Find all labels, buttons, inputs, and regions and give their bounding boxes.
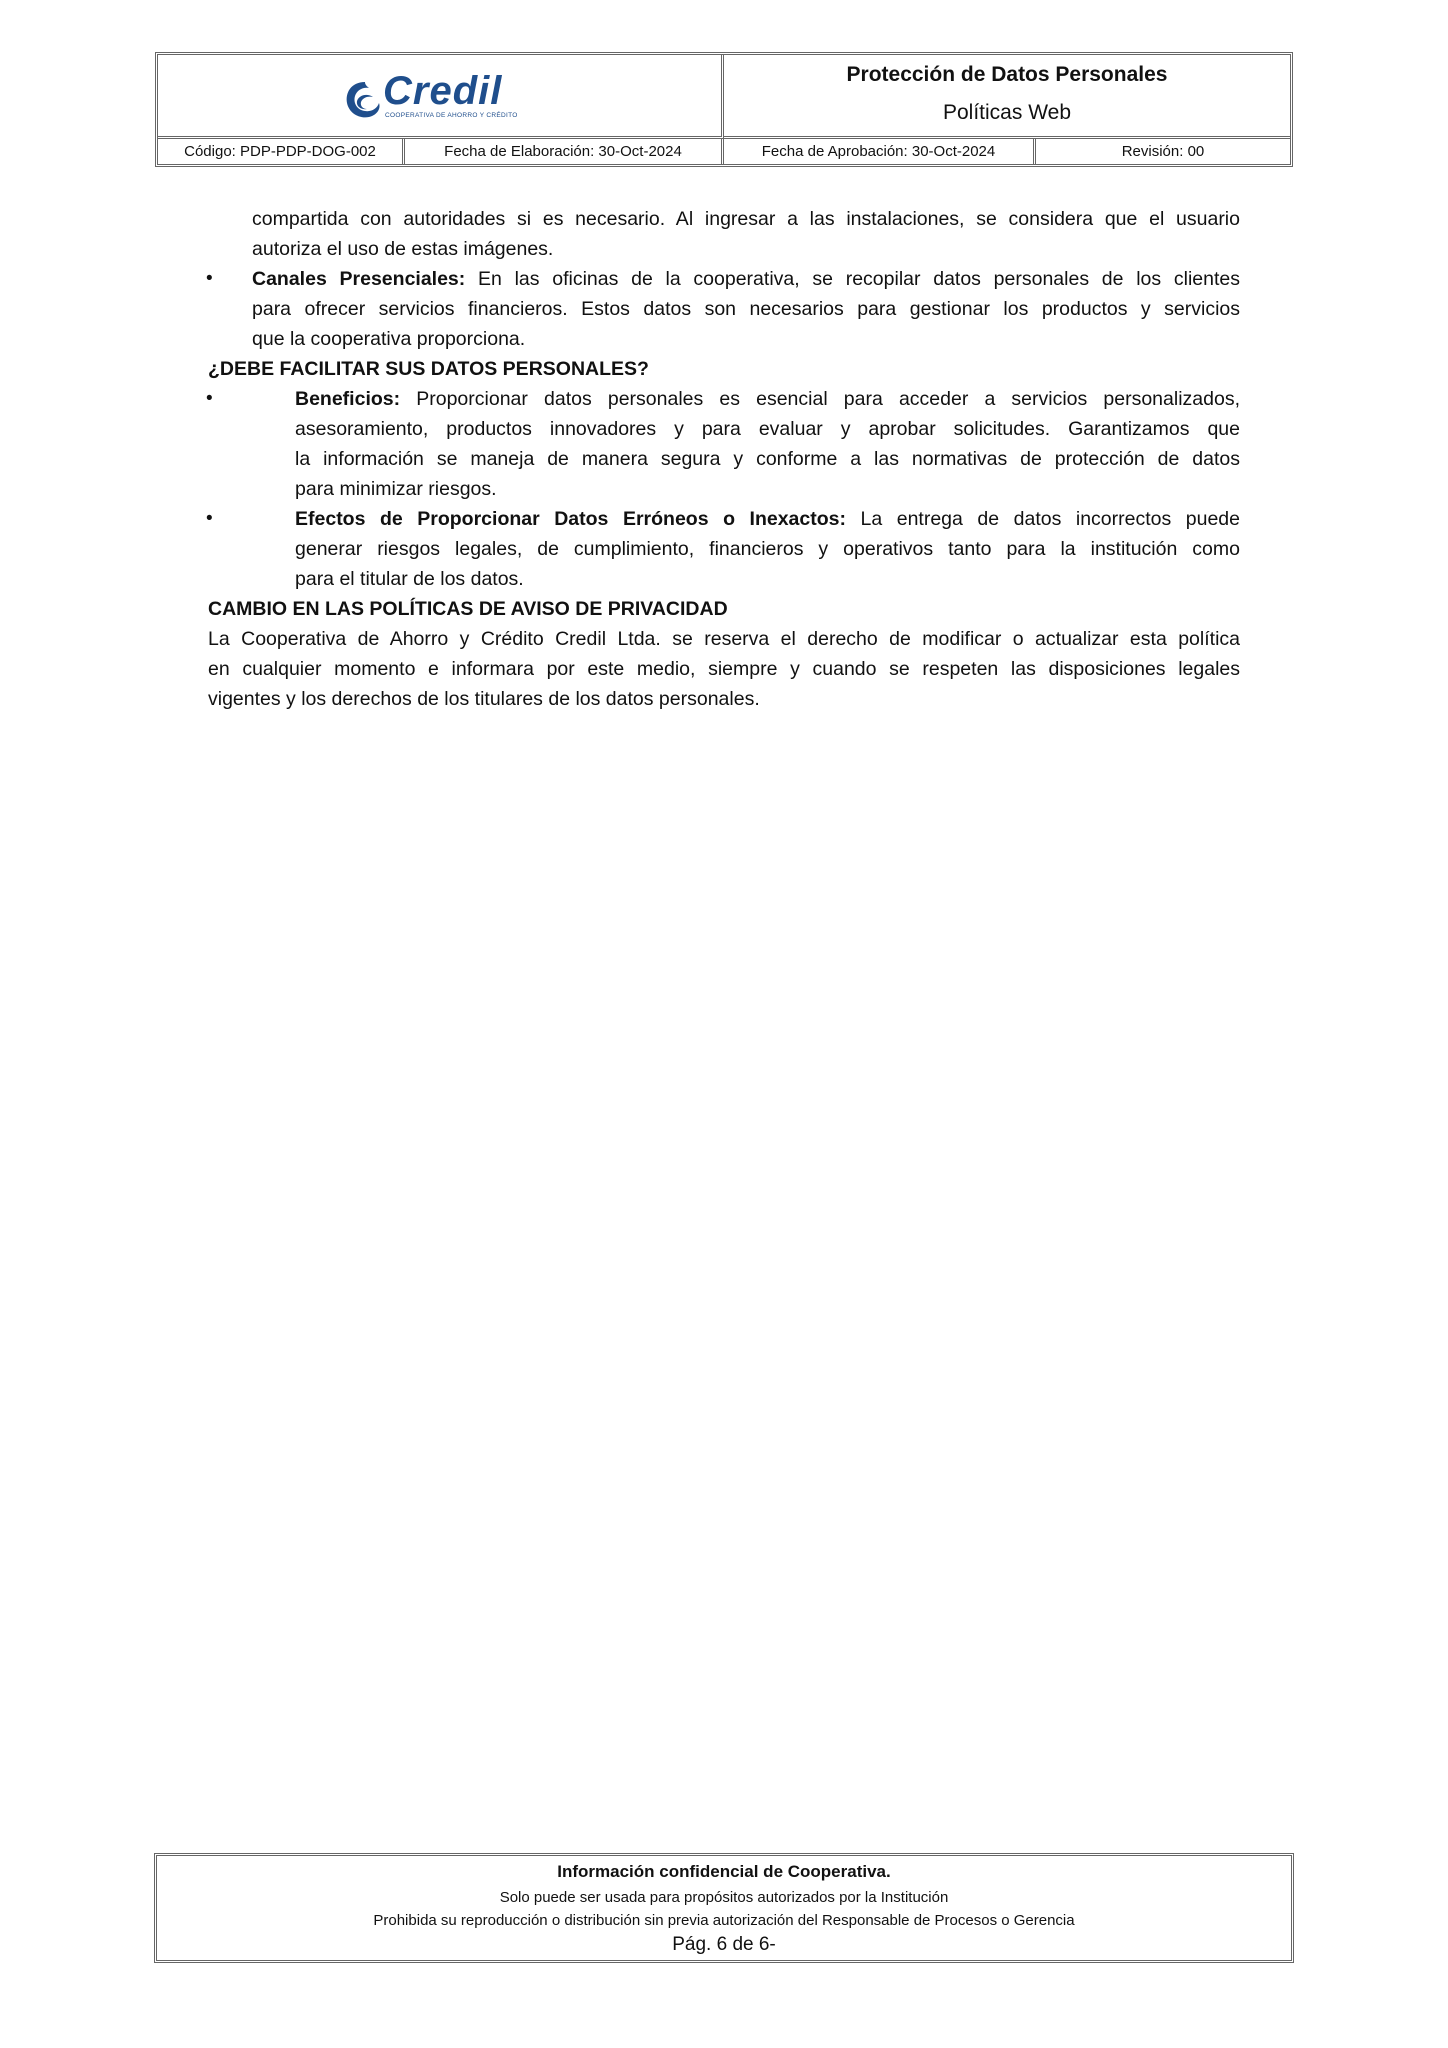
paragraph-line: La Cooperativa de Ahorro y Crédito Credil Ltda. se reserva el derecho de modificar o actualizar esta política — [208, 628, 1240, 650]
credil-logo — [343, 69, 543, 125]
elaboration-date: Fecha de Elaboración: 30-Oct-2024 — [405, 139, 724, 164]
section-heading: ¿DEBE FACILITAR SUS DATOS PERSONALES? — [208, 358, 649, 380]
logo-wordmark: Credil — [383, 69, 503, 113]
paragraph-line: asesoramiento, productos innovadores y para evaluar y aprobar solicitudes. Garantizamos que — [295, 418, 1240, 440]
logo-tagline: COOPERATIVA DE AHORRO Y CRÉDITO — [385, 112, 518, 119]
confidential-notice: Información confidencial de Cooperativa. — [557, 1862, 891, 1881]
list-item-efectos — [295, 504, 1240, 534]
paragraph-line: para el titular de los datos. — [295, 568, 524, 590]
list-item-label: Efectos de Proporcionar Datos Erróneos o Inexactos: — [295, 508, 846, 530]
document-header — [155, 52, 1293, 167]
paragraph-line: para minimizar riesgos. — [295, 478, 497, 500]
list-item-text: En las oficinas de la cooperativa, se recopilar datos personales de los clientes — [465, 268, 1240, 290]
paragraph-line: generar riesgos legales, de cumplimiento, financieros y operativos tanto para la institución como — [295, 538, 1240, 560]
list-item-label: Canales Presenciales: — [252, 268, 466, 290]
paragraph-line: autoriza el uso de estas imágenes. — [252, 238, 554, 260]
paragraph-line: en cualquier momento e informara por este medio, siempre y cuando se respeten las disposiciones legales — [208, 658, 1240, 680]
bullet-icon: • — [206, 388, 213, 409]
metadata-row — [158, 139, 1290, 164]
bullet-icon: • — [206, 268, 213, 289]
list-item-beneficios — [295, 384, 1240, 414]
paragraph-line: que la cooperativa proporciona. — [252, 328, 526, 350]
paragraph-line: compartida con autoridades si es necesario. Al ingresar a las instalaciones, se considera que el usuario — [252, 208, 1240, 230]
list-item-text: La entrega de datos incorrectos puede — [845, 508, 1240, 530]
wave-icon — [343, 79, 383, 121]
list-item-label: Beneficios: — [295, 388, 401, 410]
logo-cell — [158, 55, 724, 139]
document-footer — [154, 1853, 1294, 1963]
bullet-icon: • — [206, 508, 213, 529]
approval-date: Fecha de Aprobación: 30-Oct-2024 — [724, 139, 1036, 164]
document-code: Código: PDP-PDP-DOG-002 — [158, 139, 405, 164]
page-number: Pág. 6 de 6- — [672, 1934, 776, 1955]
revision: Revisión: 00 — [1121, 143, 1205, 160]
paragraph-line: vigentes y los derechos de los titulares de los datos personales. — [208, 688, 760, 710]
list-item-text: Proporcionar datos personales es esencial para acceder a servicios personalizados, — [400, 388, 1240, 410]
paragraph-line: para ofrecer servicios financieros. Estos datos son necesarios para gestionar los productos y servicios — [252, 298, 1240, 320]
usage-notice: Solo puede ser usada para propósitos autorizados por la Institución — [499, 1889, 949, 1906]
paragraph-line: la información se maneja de manera segura y conforme a las normativas de protección de datos — [295, 448, 1240, 470]
prohibition-notice: Prohibida su reproducción o distribución sin previa autorización del Responsable de Procesos o Gerencia — [373, 1912, 1075, 1929]
document-title: Protección de Datos Personales — [846, 63, 1168, 86]
title-cell — [724, 55, 1290, 139]
section-heading: CAMBIO EN LAS POLÍTICAS DE AVISO DE PRIVACIDAD — [208, 598, 728, 620]
list-item-canales-presenciales — [252, 264, 1240, 294]
document-subtitle: Políticas Web — [943, 101, 1071, 124]
